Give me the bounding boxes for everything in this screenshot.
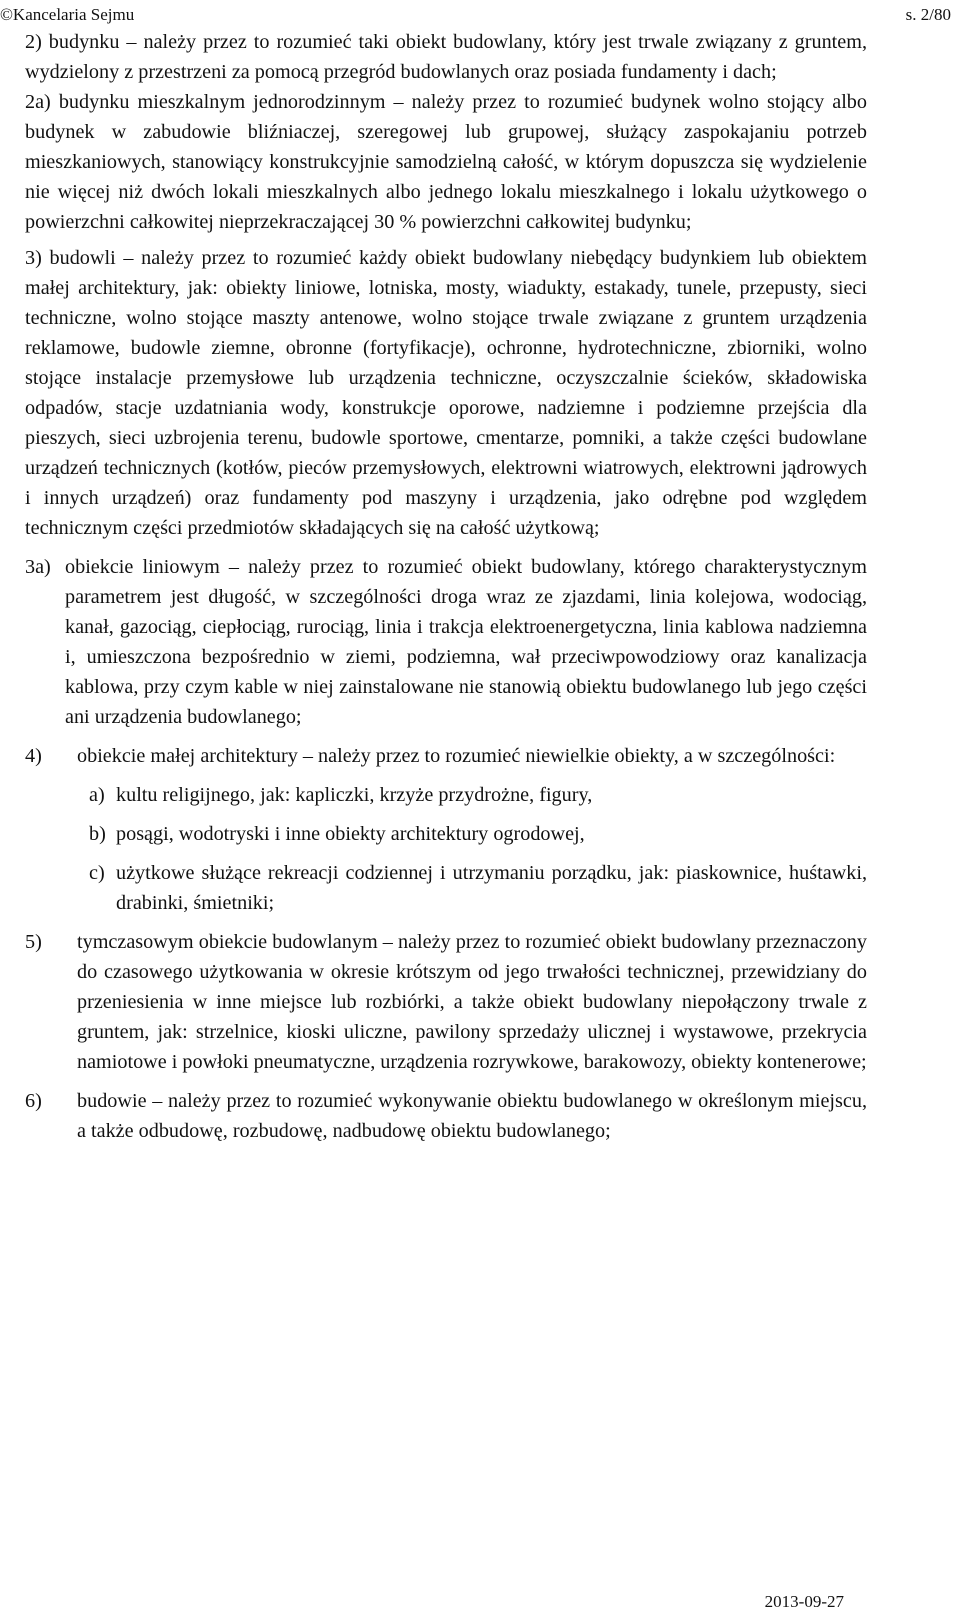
definition-2a (25, 87, 867, 237)
item-text: budowli – należy przez to rozumieć każdy obiekt budowlany niebędący budynkiem lub obiektem małej architektury, jak: obiekty liniowe, lotniska, mosty, wiadukty, estakady, tunele, przepusty, sieci techniczne, wolno stojące maszty antenowe, wolno stojące trwale związane z gruntem urządzenia reklamowe, budowle ziemne, obronne (fortyfikacje), ochronne, hydrotechniczne, zbiorniki, wolno stojące instalacje przemysłowe lub urządzenia techniczne, oczyszczalnie ścieków, składowiska odpadów, stacje uzdatniania wody, konstrukcje oporowe, nadziemne i podziemne przejścia dla pieszych, sieci uzbrojenia terenu, budowle sportowe, cmentarze, pomniki, a także części budowlane urządzeń technicznych (kotłów, pieców przemysłowych, elektrowni wiatrowych, elektrowni jądrowych i innych urządzeń) oraz fundamenty pod maszyny i urządzenia, jako odrębne pod względem technicznym części przedmiotów składających się na całość użytkową; (25, 247, 867, 539)
publisher-credit (0, 4, 134, 26)
document-body (25, 27, 867, 1146)
item-text: obiekcie małej architektury – należy przez to rozumieć niewielkie obiekty, a w szczególności: (77, 745, 836, 767)
sub-item-text: kultu religijnego, jak: kapliczki, krzyże przydrożne, figury, (116, 784, 593, 806)
publisher-name: Kancelaria Sejmu (12, 5, 135, 24)
definition-4 (25, 741, 867, 771)
sub-item-c (25, 858, 867, 918)
page-number: s. 2/80 (905, 5, 951, 24)
definition-3 (25, 243, 867, 543)
item-text: budynku mieszkalnym jednorodzinnym – należy przez to rozumieć budynek wolno stojący albo budynek w zabudowie bliźniaczej, szeregowej lub grupowej, służący zaspokajaniu potrzeb mieszkaniowych, stanowiący konstrukcyjnie samodzielną całość, w którym dopuszcza się wydzielenie nie więcej niż dwóch lokali mieszkalnych albo jednego lokalu mieszkalnego i lokalu użytkowego o powierzchni całkowitej nieprzekraczającej 30 % powierzchni całkowitej budynku; (25, 91, 867, 233)
item-number: 3a) (25, 556, 51, 578)
item-number: 6) (25, 1090, 42, 1112)
definition-2 (25, 27, 867, 87)
sub-item-a (25, 780, 867, 810)
sub-item-text: posągi, wodotryski i inne obiekty architektury ogrodowej, (116, 823, 585, 845)
item-text: budowie – należy przez to rozumieć wykonywanie obiektu budowlanego w określonym miejscu, a także odbudowę, rozbudowę, nadbudowę obiektu budowlanego; (77, 1090, 867, 1142)
item-number: 4) (25, 745, 42, 767)
item-number: 3) (25, 247, 42, 269)
definition-3a (3, 552, 867, 732)
item-text: tymczasowym obiekcie budowlanym – należy przez to rozumieć obiekt budowlany przeznaczony do czasowego użytkowania w okresie krótszym od jego trwałości technicznej, przewidziany do przeniesienia w inne miejsce lub rozbiórki, a także obiekt budowlany niepołączony trwale z gruntem, jak: strzelnice, kioski uliczne, pawilony sprzedaży ulicznej i wystawowe, przekrycia namiotowe i powłoki pneumatyczne, urządzenia rozrywkowe, barakowozy, obiekty kontenerowe; (77, 931, 867, 1073)
sub-item-text: użytkowe służące rekreacji codziennej i utrzymaniu porządku, jak: piaskownice, huśtawki, drabinki, śmietniki; (116, 862, 867, 914)
definition-5 (25, 927, 867, 1077)
sub-item-letter: b) (89, 823, 106, 845)
sub-item-letter: c) (89, 862, 105, 884)
page-header (0, 4, 951, 26)
item-number: 5) (25, 931, 42, 953)
copyright-symbol: © (0, 5, 13, 24)
item-text: obiekcie liniowym – należy przez to rozumieć obiekt budowlany, którego charakterystycznym parametrem jest długość, w szczególności droga wraz ze zjazdami, linia kolejowa, wodociąg, kanał, gazociąg, ciepłociąg, rurociąg, linia i trakcja elektroenergetyczna, linia kablowa nadziemna i, umieszczona bezpośrednio w ziemi, podziemna, wał przeciwpowodziowy oraz kanalizacja kablowa, przy czym kable w niej zainstalowane nie stanowią obiektu budowlanego lub jego części ani urządzenia budowlanego; (65, 556, 867, 728)
item-number: 2) (25, 31, 42, 53)
item-text: budynku – należy przez to rozumieć taki obiekt budowlany, który jest trwale związany z gruntem, wydzielony z przestrzeni za pomocą przegród budowlanych oraz posiada fundamenty i dach; (25, 31, 867, 83)
sub-item-letter: a) (89, 784, 105, 806)
document-date: 2013-09-27 (764, 1592, 844, 1611)
sub-item-b (25, 819, 867, 849)
definition-6 (25, 1086, 867, 1146)
item-number: 2a) (25, 91, 51, 113)
